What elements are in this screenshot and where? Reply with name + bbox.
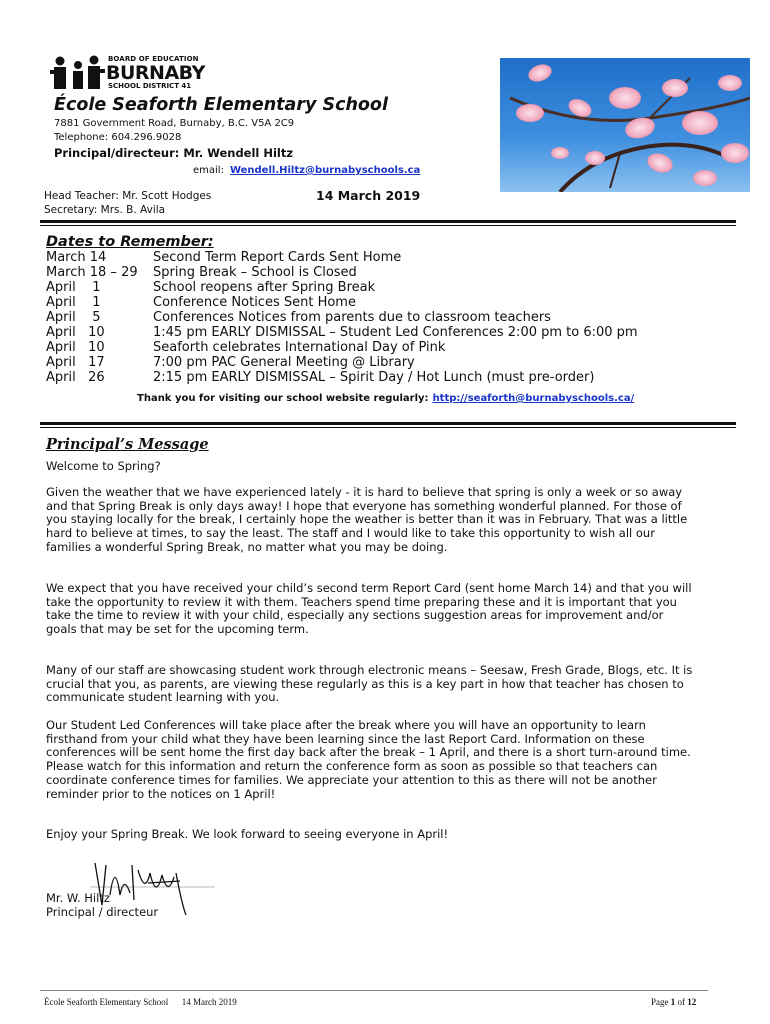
signer-name: Mr. W. Hiltz	[46, 891, 110, 905]
page-number	[651, 997, 696, 1007]
event-date: April 17	[46, 355, 105, 370]
head-teacher: Head Teacher: Mr. Scott Hodges	[44, 190, 212, 202]
logo-board-text: BOARD OF EDUCATION	[108, 55, 199, 63]
footer-divider	[40, 990, 708, 991]
list-item	[46, 310, 638, 325]
event-date: April 1	[46, 280, 101, 295]
logo-district-text: SCHOOL DISTRICT 41	[108, 82, 192, 90]
thanks-text: Thank you for visiting our school website regularly:	[137, 393, 429, 404]
list-item	[46, 295, 638, 310]
paragraph: Given the weather that we have experienced lately - it is hard to believe that spring is only a week or so away and that Spring Break is only days away! I hope that everyone has something wonderful planned. For those of you staying locally for the break, I certainly hope the weather is better than it was in February. That was a little hard to believe at times, to say the least. The staff and I would like to take this opportunity to wish all our families a wonderful Spring Break, no matter what you may be doing.	[46, 485, 688, 554]
paragraph: We expect that you have received your child’s second term Report Card (sent home March 14) and that you will take the opportunity to review it with them. Teachers spend time preparing these and it is important that you take the time to review it with your child, especially any sections suggestion areas for improvement and/or goals that may be set for the upcoming term.	[46, 581, 692, 637]
event-text: 1:45 pm EARLY DISMISSAL – Student Led Conferences 2:00 pm to 6:00 pm	[153, 325, 638, 340]
principal-email-link[interactable]: Wendell.Hiltz@burnabyschools.ca	[229, 165, 421, 176]
event-date: March 14	[46, 250, 107, 265]
page-prefix: Page	[651, 997, 671, 1007]
paragraph: Enjoy your Spring Break. We look forward to seeing everyone in April!	[46, 827, 449, 841]
list-item	[46, 250, 638, 265]
event-text: Conference Notices Sent Home	[153, 295, 356, 310]
website-thanks	[137, 393, 634, 404]
event-text: 2:15 pm EARLY DISMISSAL – Spirit Day / Hot Lunch (must pre-order)	[153, 370, 595, 385]
email-label: email:	[193, 165, 224, 176]
school-name: École Seaforth Elementary School	[54, 95, 388, 115]
event-date: April 1	[46, 295, 101, 310]
event-date: April 10	[46, 340, 105, 355]
event-text: Seaforth celebrates International Day of Pink	[153, 340, 446, 355]
page-total: 12	[687, 997, 697, 1007]
dates-list	[46, 250, 638, 385]
logo-burnaby-text: BURNABY	[106, 62, 205, 84]
page-current: 1	[670, 997, 676, 1007]
list-item	[46, 280, 638, 295]
event-text: Spring Break – School is Closed	[153, 265, 357, 280]
list-item	[46, 355, 638, 370]
newsletter-date: 14 March 2019	[316, 188, 421, 203]
event-text: 7:00 pm PAC General Meeting @ Library	[153, 355, 415, 370]
family-figures-icon	[50, 52, 106, 92]
paragraph: Many of our staff are showcasing student work through electronic means – Seesaw, Fresh Grade, Blogs, etc. It is crucial that you, as parents, are viewing these regularly as this is a key part in how that teacher has chosen to communicate student learning with you.	[46, 663, 693, 705]
principal-message-title: Principal’s Message	[46, 436, 209, 453]
header-divider	[40, 220, 736, 223]
event-text: Conferences Notices from parents due to classroom teachers	[153, 310, 551, 325]
list-item	[46, 265, 638, 280]
email-row	[193, 165, 420, 176]
event-text: Second Term Report Cards Sent Home	[153, 250, 402, 265]
dates-title: Dates to Remember:	[46, 234, 214, 250]
event-text: School reopens after Spring Break	[153, 280, 376, 295]
signer-title: Principal / directeur	[46, 905, 159, 919]
list-item	[46, 325, 638, 340]
magnolia-photo	[500, 58, 750, 192]
paragraph: Our Student Led Conferences will take place after the break where you will have an opportunity to learn firsthand from your child what they have been learning since the last Report Card. Information on these conferences will be sent home the first day back after the break – 1 April, and there is a short turn-around time. Please watch for this information and return the conference form as soon as possible so that teachers can coordinate conference times for families. We appreciate your attention to this as there will not be another reminder prior to the notices on 1 April!	[46, 718, 691, 801]
burnaby-logo	[50, 52, 220, 92]
list-item	[46, 340, 638, 355]
event-date: April 26	[46, 370, 105, 385]
list-item	[46, 370, 638, 385]
welcome-line: Welcome to Spring?	[46, 459, 161, 473]
school-address: 7881 Government Road, Burnaby, B.C. V5A 2C9	[54, 118, 295, 129]
section-divider	[40, 422, 736, 425]
footer-left-text: École Seaforth Elementary School 14 March 2019	[44, 997, 237, 1007]
school-telephone: Telephone: 604.296.9028	[54, 132, 182, 143]
secretary: Secretary: Mrs. B. Avila	[44, 204, 166, 216]
principal-name: Principal/directeur: Mr. Wendell Hiltz	[54, 146, 294, 160]
event-date: April 10	[46, 325, 105, 340]
page-of: of	[675, 997, 688, 1007]
event-date: March 18 – 29	[46, 265, 138, 280]
school-website-link[interactable]: http://seaforth@burnabyschools.ca/	[432, 393, 635, 404]
header-divider-thin	[40, 225, 736, 226]
section-divider-thin	[40, 427, 736, 428]
event-date: April 5	[46, 310, 101, 325]
